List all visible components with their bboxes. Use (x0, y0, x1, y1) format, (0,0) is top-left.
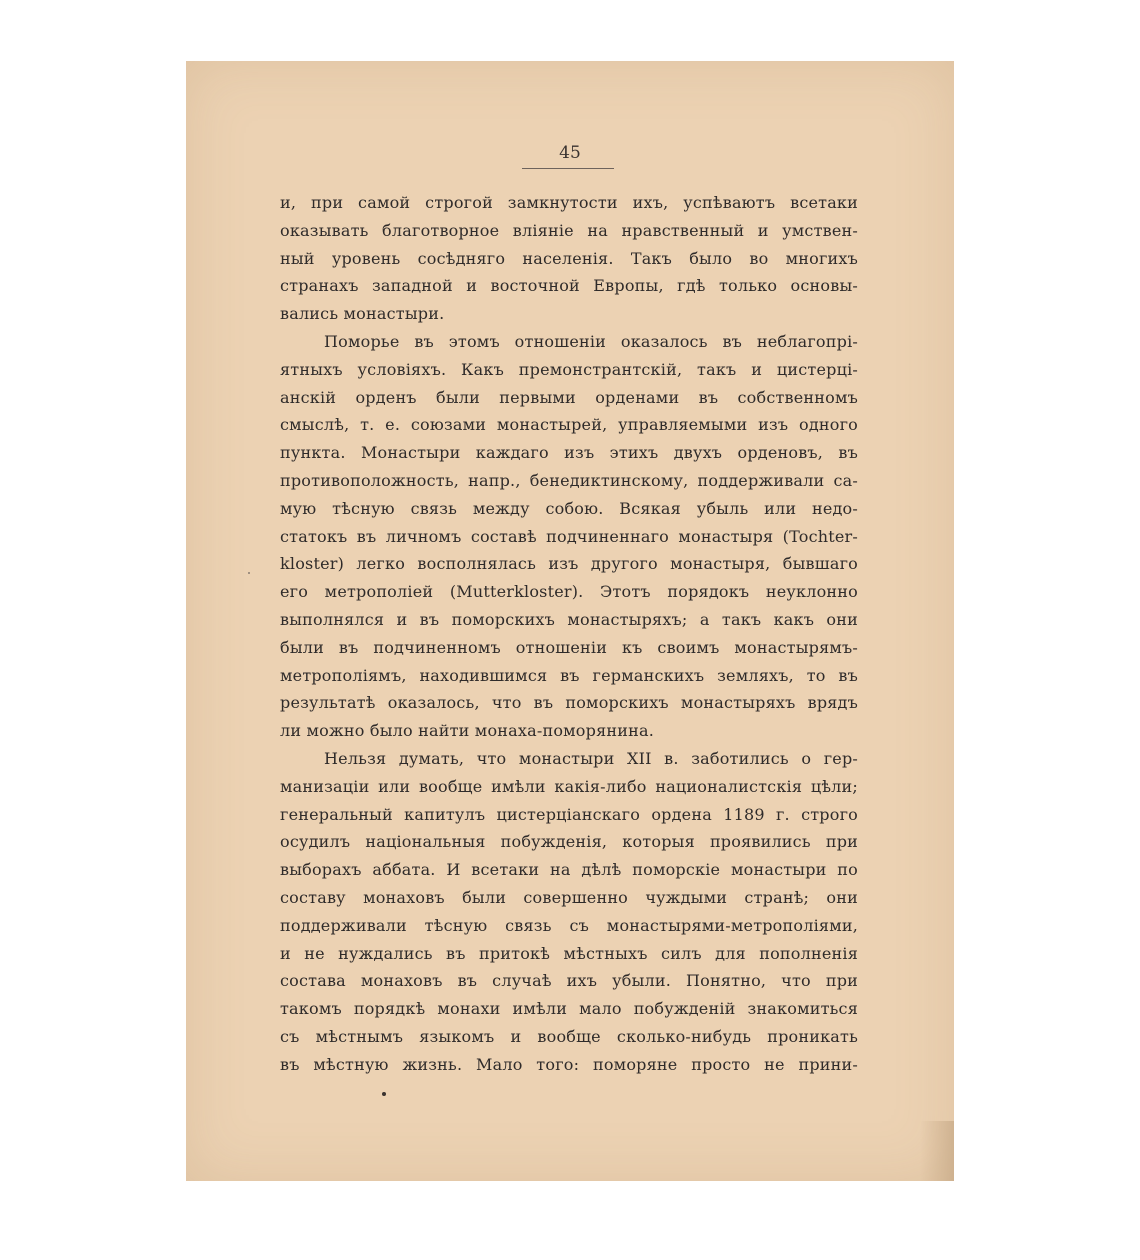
page-number-rule (522, 168, 614, 169)
ink-speck (382, 1092, 386, 1096)
book-page (186, 61, 954, 1181)
text-line: смыслѣ, т. е. союзами монастырей, управляемыми изъ одного (280, 415, 858, 435)
text-line: пункта. Монастыри каждаго изъ этихъ двухъ орденовъ, въ (280, 443, 858, 463)
text-line: метрополіямъ, находившимся въ германскихъ земляхъ, то въ (280, 665, 858, 685)
text-line: его метрополіей (Mutterkloster). Этотъ порядокъ неуклонно (280, 582, 858, 602)
text-line: анскій орденъ были первыми орденами въ собственномъ (280, 387, 858, 407)
text-line: Поморье въ этомъ отношеніи оказалось въ неблагопрі- (324, 331, 858, 351)
text-line: оказывать благотворное вліяніе на нравственный и умствен- (280, 220, 858, 240)
text-line: противоположность, напр., бенедиктинскому, поддерживали са- (280, 470, 858, 490)
text-line: ный уровень сосѣдняго населенія. Такъ было во многихъ (280, 248, 858, 268)
text-line: составу монаховъ были совершенно чуждыми странѣ; они (280, 887, 858, 907)
text-line: Нельзя думать, что монастыри XII в. заботились о гер- (324, 748, 858, 768)
text-line: выборахъ аббата. И всетаки на дѣлѣ поморскіе монастыри по (280, 860, 858, 880)
text-line: kloster) легко восполнялась изъ другого монастыря, бывшаго (280, 554, 858, 574)
text-line: странахъ западной и восточной Европы, гдѣ только основы- (280, 276, 858, 296)
text-line: мую тѣсную связь между собою. Всякая убыль или недо- (280, 498, 858, 518)
text-line: ли можно было найти монаха-поморянина. (280, 721, 654, 741)
text-line: въ мѣстную жизнь. Мало того: поморяне просто не прини- (280, 1054, 858, 1074)
text-line: и, при самой строгой замкнутости ихъ, успѣваютъ всетаки (280, 193, 858, 212)
text-line: были въ подчиненномъ отношеніи къ своимъ монастырямъ- (280, 637, 858, 657)
ink-speck (248, 572, 250, 574)
text-line: ятныхъ условіяхъ. Какъ премонстрантскій, такъ и цистерці- (280, 359, 858, 379)
text-line: статокъ въ личномъ составѣ подчиненнаго монастыря (Tochter- (280, 526, 858, 546)
page-edge-shadow (920, 1121, 954, 1181)
text-line: и не нуждались въ притокѣ мѣстныхъ силъ для пополненія (280, 943, 858, 963)
text-line: осудилъ національныя побужденія, которыя проявились при (280, 832, 858, 852)
text-line: состава монаховъ въ случаѣ ихъ убыли. Понятно, что при (280, 971, 858, 991)
text-line: выполнялся и въ поморскихъ монастыряхъ; а такъ какъ они (280, 609, 858, 629)
page-number: 45 (559, 143, 581, 163)
text-line: результатѣ оказалось, что въ поморскихъ монастыряхъ врядъ (280, 693, 858, 713)
text-line: генеральный капитулъ цистерціанскаго ордена 1189 г. строго (280, 804, 858, 824)
text-line: поддерживали тѣсную связь съ монастырями-метрополіями, (280, 915, 858, 935)
text-line: такомъ порядкѣ монахи имѣли мало побужденій знакомиться (280, 999, 858, 1019)
body-text (280, 189, 858, 1079)
text-line: вались монастыри. (280, 304, 445, 324)
text-line: съ мѣстнымъ языкомъ и вообще сколько-нибудь проникать (280, 1026, 858, 1046)
text-line: манизаціи или вообще имѣли какія-либо националистскія цѣли; (280, 776, 858, 796)
